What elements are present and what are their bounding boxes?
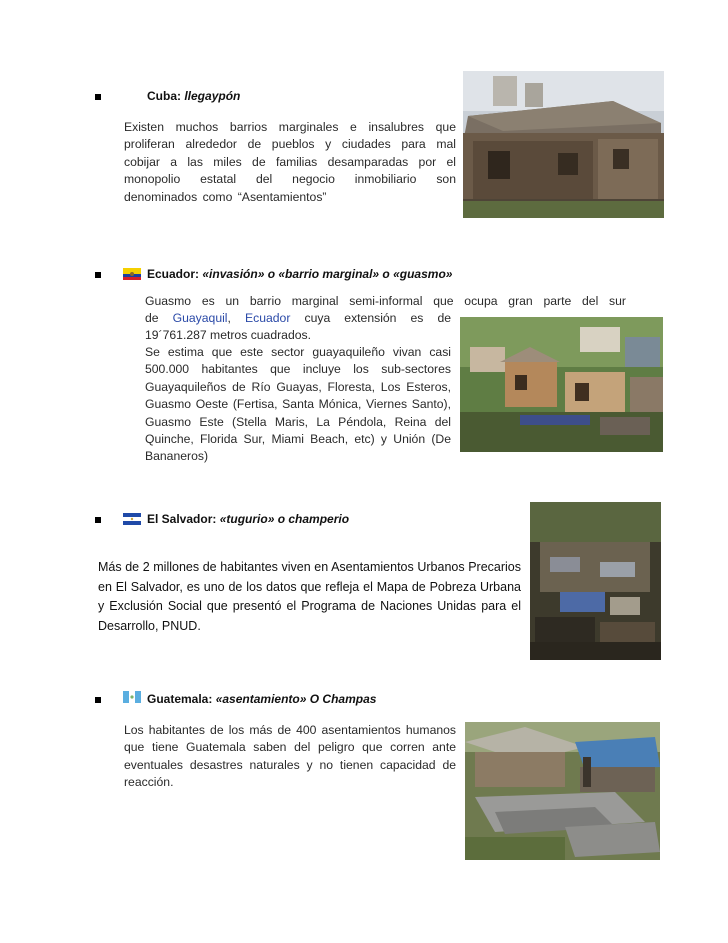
ecuador-paragraph-2: Se estima que este sector guayaquileño vivan casi 500.000 habitantes que incluye los sub-sectores Guayaquileños de Río Guayas, Floresta, Los Esteros, Guasmo Oeste (Fertisa, Santa Mónica, Viernes Santo), Guasmo Este (Stella Maris, La Péndola, Reina del Quinche, Florida Sur, Miami Beach, etc) y Unión (De Bananeros)	[145, 345, 451, 464]
link-separator: ,	[227, 311, 231, 325]
cuba-heading	[147, 89, 240, 103]
el-salvador-flag-icon	[123, 512, 141, 524]
heading-country: Guatemala:	[147, 692, 213, 706]
el-salvador-paragraph: Más de 2 millones de habitantes viven en Asentamientos Urbanos Precarios en El Salvador, es uno de los datos que refleja el Mapa de Pobreza Urbana y Exclusión Social que presentó el Programa de Naciones Unidas para el Desarrollo, PNUD.	[98, 560, 521, 633]
guatemala-tin-roof-photo	[465, 722, 660, 860]
guatemala-flag-icon	[123, 690, 141, 702]
line2-pre: de	[145, 311, 159, 325]
bullet-icon	[95, 94, 101, 100]
bullet-icon	[95, 697, 101, 703]
line2-post: cuya extensión es de	[304, 311, 452, 325]
ecuador-line-2	[145, 310, 451, 327]
heading-term: «asentamiento» O Champas	[215, 692, 377, 706]
guatemala-paragraph: Los habitantes de los más de 400 asentamientos humanos que tiene Guatemala saben del peligro que corren ante eventuales desastres naturales y no tienen capacidad de reacción.	[124, 723, 456, 790]
ecuador-heading	[147, 267, 452, 281]
bullet-icon	[95, 517, 101, 523]
bullet-icon	[95, 272, 101, 278]
heading-country: Ecuador:	[147, 267, 200, 281]
guasmo-houses-photo	[460, 317, 663, 452]
heading-term: llegaypón	[184, 89, 241, 103]
heading-term: «invasión» o «barrio marginal» o «guasmo»	[202, 267, 453, 281]
ecuador-line-1: Guasmo es un barrio marginal semi-informal que ocupa gran parte del sur	[145, 294, 626, 308]
el-salvador-heading	[147, 512, 349, 526]
ecuador-link[interactable]: Ecuador	[245, 311, 291, 325]
guatemala-heading	[147, 692, 376, 706]
ecuador-flag-icon	[123, 267, 141, 279]
cuba-paragraph: Existen muchos barrios marginales e insalubres que proliferan alrededor de pueblos y ciudades para mal cobijar a las miles de familias desamparadas por el monopolio estatal del negocio inmobiliario son denominados como “Asentamientos”	[124, 120, 456, 204]
cuba-shack-photo	[463, 71, 664, 218]
heading-country: El Salvador:	[147, 512, 217, 526]
heading-country: Cuba:	[147, 89, 181, 103]
el-salvador-settlement-photo	[530, 502, 661, 660]
guayaquil-link[interactable]: Guayaquil	[172, 311, 228, 325]
heading-term: «tugurio» o champerio	[219, 512, 350, 526]
ecuador-line-3: 19´761.287 metros cuadrados.	[145, 328, 311, 342]
